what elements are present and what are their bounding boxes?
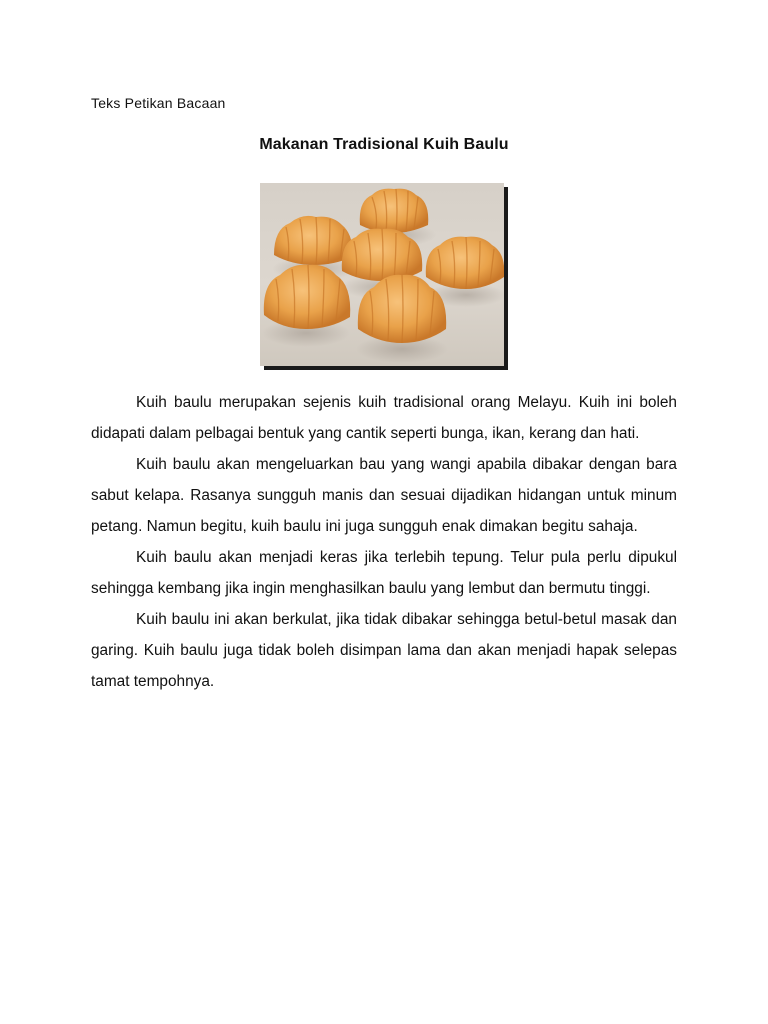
document-title: Makanan Tradisional Kuih Baulu <box>259 136 509 153</box>
kuih-baulu-photo <box>260 183 504 366</box>
paragraph-4: Kuih baulu ini akan berkulat, jika tidak dibakar sehingga betul-betul masak dan garing. Kuih baulu juga tidak boleh disimpan lama dan akan menjadi hapak selepas tamat tempohnya. <box>91 611 677 690</box>
body-text <box>91 387 677 697</box>
kuih-baulu-illustration <box>260 183 504 366</box>
paragraph-1: Kuih baulu merupakan sejenis kuih tradisional orang Melayu. Kuih ini boleh didapati dalam pelbagai bentuk yang cantik seperti bunga, ikan, kerang dan hati. <box>91 394 677 442</box>
cake-front-left <box>262 265 350 347</box>
paragraph-2: Kuih baulu akan mengeluarkan bau yang wangi apabila dibakar dengan bara sabut kelapa. Rasanya sungguh manis dan sesuai dijadikan hidangan untuk minum petang. Namun begitu, kuih baulu ini juga sungguh enak dimakan begitu sahaja. <box>91 456 677 535</box>
paragraph-3: Kuih baulu akan menjadi keras jika terlebih tepung. Telur pula perlu dipukul sehingga kembang jika ingin menghasilkan baulu yang lembut dan bermutu tinggi. <box>91 549 677 597</box>
document-label: Teks Petikan Bacaan <box>91 95 226 111</box>
